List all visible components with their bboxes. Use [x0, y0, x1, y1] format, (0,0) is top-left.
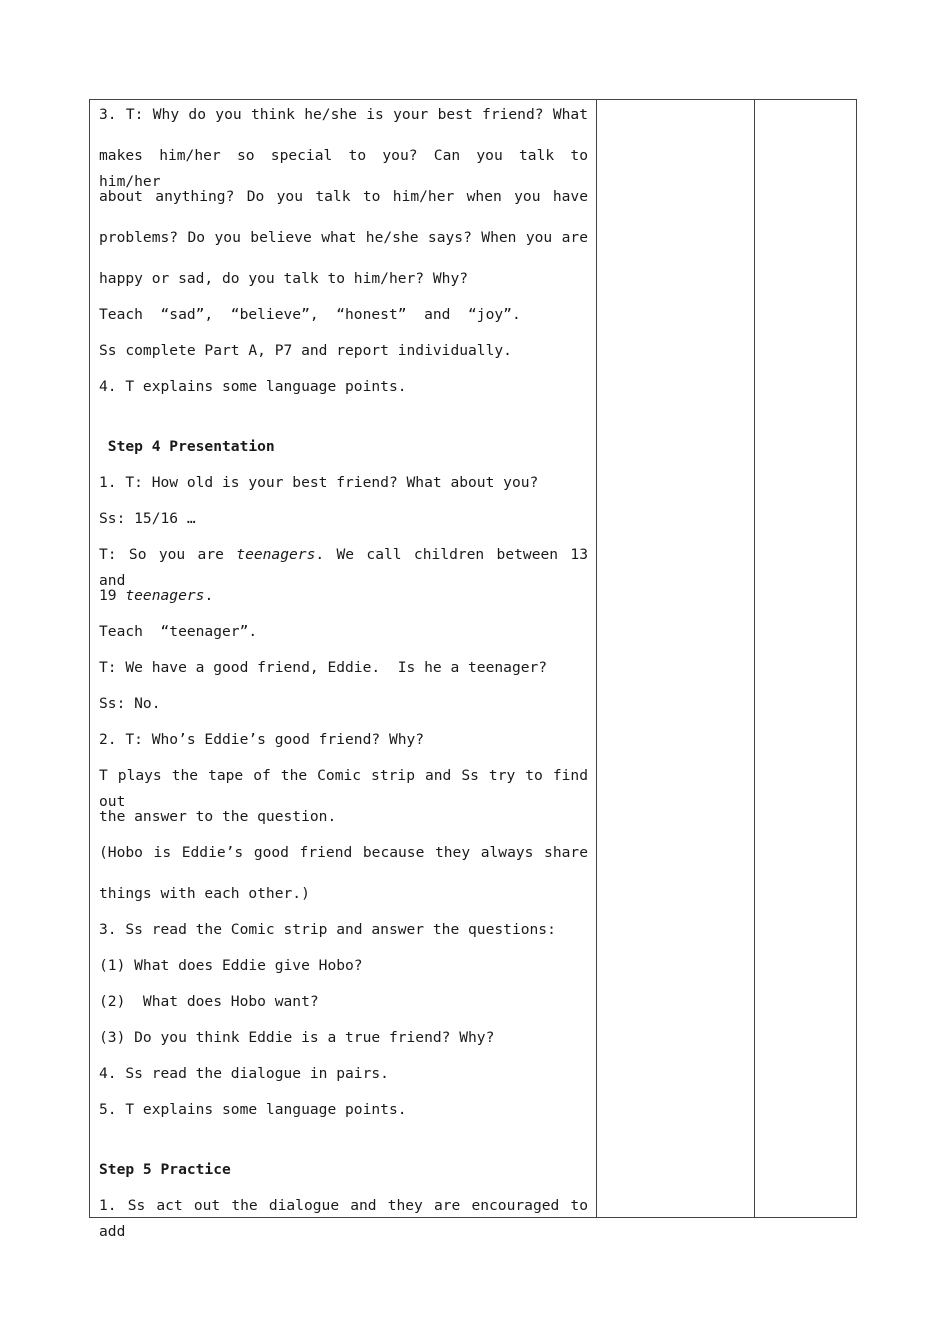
text-segment: . We call children between 13 and: [99, 546, 588, 589]
text-line: T: We have a good friend, Eddie. Is he a teenager?: [99, 659, 548, 676]
text-line: problems? Do you believe what he/she says? When you are: [99, 229, 588, 246]
text-line: makes him/her so special to you? Can you talk to him/her: [99, 147, 588, 190]
text-line: T plays the tape of the Comic strip and Ss try to find out: [99, 767, 588, 810]
remarks-column: [755, 100, 856, 1217]
text-line: 1. Ss act out the dialogue and they are encouraged to add: [99, 1197, 588, 1240]
text-line: 4. Ss read the dialogue in pairs.: [99, 1065, 389, 1082]
text-segment: T: So you are: [99, 546, 237, 563]
procedure-content: [90, 100, 596, 1240]
spacer: [99, 410, 588, 434]
text-line: Teach “teenager”.: [99, 623, 258, 640]
text-line: Ss: 15/16 …: [99, 510, 196, 527]
step-4-heading: Step 4 Presentation: [99, 438, 275, 455]
text-line: 2. T: Who’s Eddie’s good friend? Why?: [99, 731, 425, 748]
text-line: 4. T explains some language points.: [99, 378, 407, 395]
text-line: about anything? Do you talk to him/her when you have: [99, 188, 588, 205]
text-line: 3. Ss read the Comic strip and answer the questions:: [99, 921, 556, 938]
text-line: Ss complete Part A, P7 and report individually.: [99, 342, 512, 359]
text-line: 1. T: How old is your best friend? What about you?: [99, 474, 539, 491]
text-line: (2) What does Hobo want?: [99, 993, 319, 1010]
text-line: (Hobo is Eddie’s good friend because they always share: [99, 844, 588, 861]
text-line: [99, 542, 588, 589]
procedure-column: [90, 100, 597, 1240]
italic-term: teenagers: [125, 587, 205, 604]
text-line: happy or sad, do you talk to him/her? Why?: [99, 270, 469, 287]
text-line: [99, 583, 588, 619]
text-line: Teach “sad”, “believe”, “honest” and “joy”.: [99, 306, 521, 323]
text-line: 5. T explains some language points.: [99, 1101, 407, 1118]
text-line: (3) Do you think Eddie is a true friend? Why?: [99, 1029, 495, 1046]
text-line: the answer to the question.: [99, 808, 337, 825]
text-line: (1) What does Eddie give Hobo?: [99, 957, 363, 974]
notes-column: [597, 100, 755, 1217]
text-line: Ss: No.: [99, 695, 161, 712]
text-line: things with each other.): [99, 885, 310, 902]
step-5-heading: Step 5 Practice: [99, 1161, 231, 1178]
text-segment: .: [204, 587, 214, 604]
text-segment: 19: [99, 587, 126, 604]
italic-term: teenagers: [236, 546, 316, 563]
text-line: 3. T: Why do you think he/she is your best friend? What: [99, 106, 588, 123]
lesson-plan-table: [89, 99, 857, 1240]
spacer: [99, 1133, 588, 1157]
